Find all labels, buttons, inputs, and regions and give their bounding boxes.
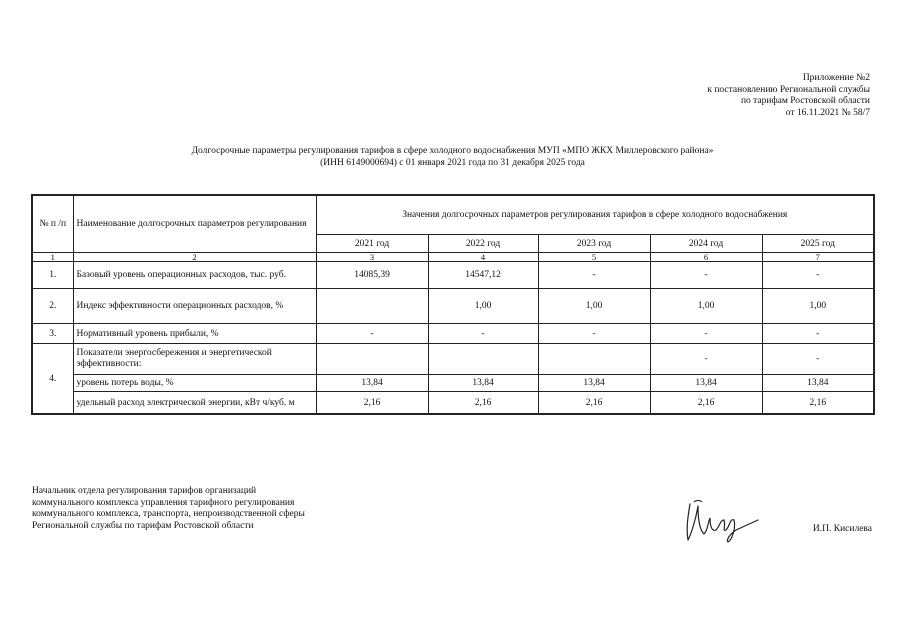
row-value: - <box>538 324 650 344</box>
row-value: 13,84 <box>762 375 874 392</box>
row-value: - <box>428 324 538 344</box>
row-num: 1. <box>32 262 73 289</box>
appendix-line-1: Приложение №2 <box>802 73 870 83</box>
column-number: 3 <box>316 253 428 262</box>
row-num: 2. <box>32 289 73 324</box>
header-year: 2025 год <box>762 235 874 253</box>
row-value <box>316 344 428 375</box>
row-value: - <box>650 324 762 344</box>
row-name: Базовый уровень операционных расходов, тыс. руб. <box>73 262 316 289</box>
row-num: 4. <box>32 344 73 415</box>
row-value: - <box>762 344 874 375</box>
row-value: - <box>762 262 874 289</box>
row-name: Нормативный уровень прибыли, % <box>73 324 316 344</box>
table-row <box>32 344 874 375</box>
row-value <box>428 344 538 375</box>
column-number: 2 <box>73 253 316 262</box>
column-number: 5 <box>538 253 650 262</box>
row-value: 14547,12 <box>428 262 538 289</box>
document-title <box>60 146 845 169</box>
row-value: 2,16 <box>316 392 428 415</box>
signer-position <box>32 486 352 532</box>
row-value: 2,16 <box>538 392 650 415</box>
row-name: Индекс эффективности операционных расходов, % <box>73 289 316 324</box>
row-value: - <box>650 344 762 375</box>
header-year: 2024 год <box>650 235 762 253</box>
row-value: 1,00 <box>650 289 762 324</box>
row-value: 13,84 <box>650 375 762 392</box>
row-value: 13,84 <box>538 375 650 392</box>
appendix-line-2: к постановлению Региональной службы <box>707 84 870 95</box>
position-line: коммунального комплекса управления тарифного регулирования <box>32 497 295 508</box>
row-value: 1,00 <box>762 289 874 324</box>
table-row <box>32 262 874 289</box>
position-line: коммунального комплекса, транспорта, непроизводственной сферы <box>32 509 305 519</box>
row-value: - <box>762 324 874 344</box>
header-name: Наименование долгосрочных параметров регулирования <box>73 195 316 253</box>
row-value: 13,84 <box>316 375 428 392</box>
column-number: 6 <box>650 253 762 262</box>
row-value <box>538 344 650 375</box>
row-name: удельный расход электрической энергии, кВт ч/куб. м <box>73 392 316 415</box>
signer-name: И.П. Кисилева <box>812 524 872 534</box>
row-name: Показатели энергосбережения и энергетической эффективности: <box>73 344 316 375</box>
row-value: - <box>650 262 762 289</box>
header-year: 2021 год <box>316 235 428 253</box>
appendix-block <box>610 73 870 119</box>
row-value: 1,00 <box>428 289 538 324</box>
row-name: уровень потерь воды, % <box>73 375 316 392</box>
table-row <box>32 375 874 392</box>
row-value <box>316 289 428 324</box>
table-row <box>32 289 874 324</box>
appendix-line-4: от 16.11.2021 № 58/7 <box>785 107 870 118</box>
appendix-line-3: по тарифам Ростовской области <box>740 96 870 106</box>
header-num: № п /п <box>32 195 73 253</box>
table-row <box>32 392 874 415</box>
header-year: 2022 год <box>428 235 538 253</box>
title-line-1: Долгосрочные параметры регулирования тарифов в сфере холодного водоснабжения МУП «МПО ЖКХ Миллеровского района» <box>191 146 714 156</box>
title-line-2: (ИНН 6149000694) с 01 января 2021 года по 31 декабря 2025 года <box>320 157 585 168</box>
row-value: - <box>316 324 428 344</box>
row-value: - <box>538 262 650 289</box>
parameters-table <box>31 194 875 415</box>
handwritten-signature <box>682 496 762 546</box>
column-number: 7 <box>762 253 874 262</box>
row-value: 2,16 <box>762 392 874 415</box>
column-number: 1 <box>32 253 73 262</box>
header-year: 2023 год <box>538 235 650 253</box>
row-value: 14085,39 <box>316 262 428 289</box>
row-value: 2,16 <box>428 392 538 415</box>
row-value: 1,00 <box>538 289 650 324</box>
column-number: 4 <box>428 253 538 262</box>
position-line: Региональной службы по тарифам Ростовской области <box>32 520 254 531</box>
table-row <box>32 324 874 344</box>
position-line: Начальник отдела регулирования тарифов организаций <box>32 486 257 496</box>
row-value: 13,84 <box>428 375 538 392</box>
row-num: 3. <box>32 324 73 344</box>
row-value: 2,16 <box>650 392 762 415</box>
header-values-group: Значения долгосрочных параметров регулирования тарифов в сфере холодного водоснабжения <box>316 195 874 235</box>
